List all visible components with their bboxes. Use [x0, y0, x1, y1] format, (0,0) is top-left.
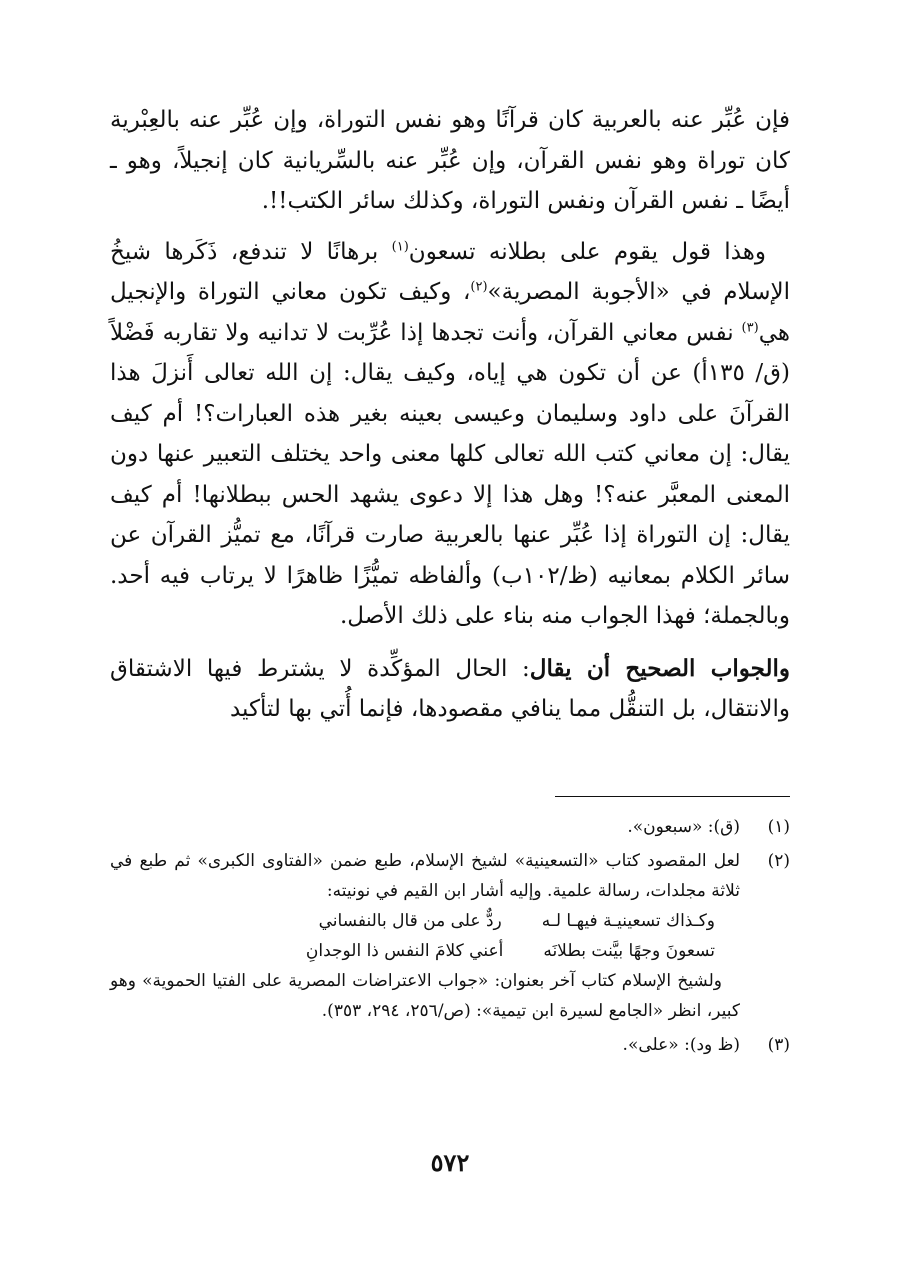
- footnote-2-text: لعل المقصود كتاب «التسعينية» لشيخ الإسلام، طبع ضمن «الفتاوى الكبرى» ثم طبع في ثلاثة مجلدات، رسالة علمية. وإليه أشار ابن القيم في نونيته:: [110, 851, 740, 901]
- footnote-separator: [555, 796, 790, 797]
- footnote-ref-1[interactable]: (١): [391, 238, 409, 254]
- verse-2-second-hemistich: أعني كلامَ النفس ذا الوجدانِ: [305, 941, 504, 961]
- footnote-ref-2[interactable]: (٢): [470, 279, 488, 295]
- paragraph-2-part-a: وهذا قول يقوم على بطلانه تسعون: [408, 238, 766, 265]
- footnote-3: [110, 1030, 790, 1060]
- footnote-2: [110, 846, 790, 1026]
- main-text: [110, 100, 790, 742]
- verse-1-first-hemistich: وكـذاك تسعينيـة فيهـا لـه: [541, 911, 715, 931]
- paragraph-3-rest: : الحال المؤكِّدة لا يشترط فيها الاشتقاق والانتقال، بل التنقُّل مما ينافي مقصودها، فإنما أُتي بها لتأكيد: [110, 655, 790, 722]
- paragraph-2-part-c: ، وكيف تكون معاني التوراة والإنجيل هي: [110, 279, 790, 346]
- page-number: ٥٧٢: [430, 1148, 470, 1177]
- footnote-3-text: (ظ ود): «على».: [622, 1035, 740, 1055]
- footnote-2-body: [110, 846, 740, 1026]
- footnote-3-number: (٣): [767, 1035, 790, 1055]
- footnote-1-number: (١): [767, 817, 790, 837]
- footnote-ref-3[interactable]: (٣): [741, 319, 759, 335]
- paragraph-2-part-b: برهانًا لا تندفع، ذَكَرها شيخُ الإسلام في «الأجوبة المصرية»: [110, 238, 790, 305]
- footnote-2-continuation: ولشيخ الإسلام كتاب آخر بعنوان: «جواب الاعتراضات المصرية على الفتيا الحموية» وهو كبير، انظر «الجامع لسيرة ابن تيمية»: (ص/٢٥٦، ٢٩٤، ٣٥٣).: [110, 971, 740, 1021]
- verse-line-2: [110, 936, 740, 966]
- paragraph-2: [110, 232, 790, 637]
- verse-line-1: [110, 906, 740, 936]
- footnote-1: [110, 812, 790, 842]
- paragraph-1: فإن عُبِّر عنه بالعربية كان قرآنًا وهو نفس التوراة، وإن عُبِّر عنه بالعِبْرية كان توراة وهو نفس القرآن، وإن عُبِّر عنه بالسِّريانية كان إنجيلاً، وهو ـ أيضًا ـ نفس القرآن ونفس التوراة، وكذلك سائر الكتب!!.: [110, 107, 790, 214]
- paragraph-3: [110, 649, 790, 730]
- footnote-2-number: (٢): [767, 851, 790, 871]
- footnote-1-text: (ق): «سبعون».: [627, 817, 740, 837]
- paragraph-3-lead: والجواب الصحيح أن يقال: [529, 654, 790, 682]
- paragraph-2-part-d: نفس معاني القرآن، وأنت تجدها إذا عُرِّبت لا تدانيه ولا تقاربه فَضْلاً (ق/ ١٣٥أ) عن أن تكون هي إياه، وكيف يقال: إن الله تعالى أَنزلَ هذا القرآنَ على داود وسليمان وعيسى بعينه بغير هذه العبارات؟! أم كيف يقال: إن معاني كتب الله تعالى كلها معنى واحد يختلف التعبير عنها دون المعنى المعبَّر عنه؟! وهل هذا إلا دعوى يشهد الحس ببطلانها! أم كيف يقال: إن التوراة إذا عُبِّر عنها بالعربية صارت قرآنًا، مع تميُّز القرآن عن سائر الكلام بمعانيه (ظ/١٠٢ب) وألفاظه تميُّزًا ظاهرًا لا يرتاب فيه أحد. وبالجملة؛ فهذا الجواب منه بناء على ذلك الأصل.: [110, 319, 790, 629]
- verse-2-first-hemistich: تسعونَ وجهًا بيَّنت بطلانَه: [543, 941, 715, 961]
- verse-1-second-hemistich: ردٌّ على من قال بالنفساني: [318, 911, 502, 931]
- footnotes: [110, 812, 790, 1064]
